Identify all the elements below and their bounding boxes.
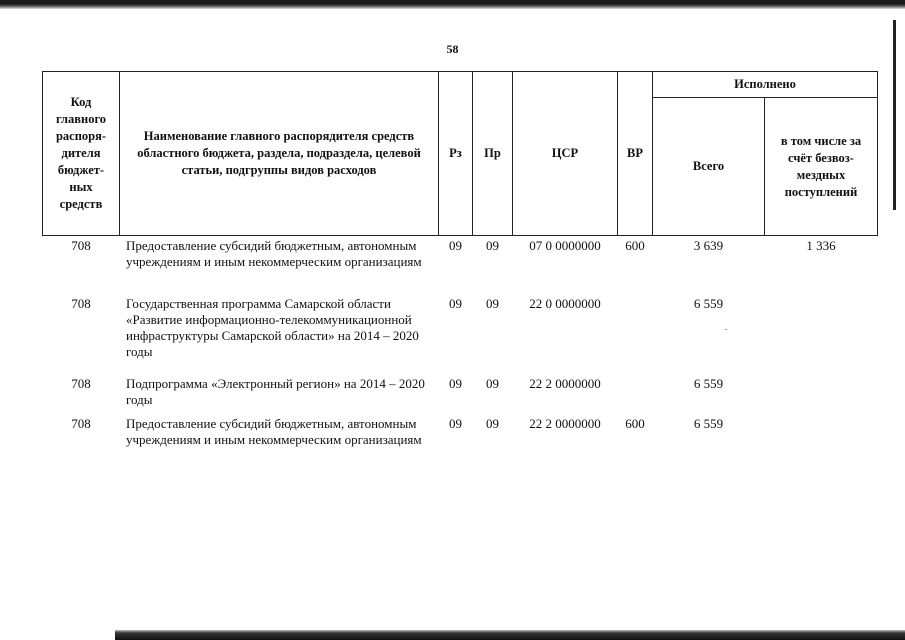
- header-total: [653, 98, 764, 235]
- row-name: Предоставление субсидий бюджетным, автономным учреждениям и иным некоммерческим организациям: [126, 238, 422, 269]
- row-code: 708: [71, 296, 91, 311]
- row-name: Подпрограмма «Электронный регион» на 2014 – 2020 годы: [126, 376, 425, 407]
- row-name: Государственная программа Самарской области «Развитие информационно-телекоммуникационной инфраструктуры Самарской области» на 2014 – 2020 годы: [126, 296, 419, 359]
- row-rz: 09: [449, 296, 462, 311]
- header-vr: [618, 72, 652, 235]
- row-rz: 09: [449, 376, 462, 391]
- row-code: 708: [71, 238, 91, 253]
- row-total: 6 559: [693, 296, 724, 311]
- header-bottom-line: [42, 235, 878, 236]
- row-name: Предоставление субсидий бюджетным, автономным учреждениям и иным некоммерческим организациям: [126, 416, 422, 447]
- scan-speck: [725, 329, 727, 330]
- scan-bottom-border: [115, 630, 905, 640]
- header-rz-text: Рз: [449, 146, 462, 160]
- row-csr: 22 2 0000000: [529, 376, 601, 391]
- header-code: [43, 72, 119, 235]
- row-csr: 22 2 0000000: [529, 416, 601, 431]
- row-rz: 09: [449, 416, 462, 431]
- row-pr: 09: [486, 416, 499, 431]
- header-name: [120, 72, 438, 235]
- header-code-text: Код главного распоря-дителя бюджет-ных средств: [55, 95, 107, 211]
- row-vr: 600: [625, 238, 645, 253]
- row-total: 3 639: [693, 238, 724, 253]
- col-line: [877, 71, 878, 236]
- header-name-text: Наименование главного распорядителя средств областного бюджета, раздела, подраздела, целевой статьи, подгруппы видов расходов: [137, 129, 421, 177]
- header-rz: [439, 72, 472, 235]
- row-pr: 09: [486, 376, 499, 391]
- header-gratuitous: [765, 98, 877, 235]
- row-csr: 07 0 0000000: [529, 238, 601, 253]
- row-total: 6 559: [693, 416, 724, 431]
- header-vr-text: ВР: [627, 146, 643, 160]
- page-number: 58: [446, 42, 459, 56]
- row-code: 708: [71, 376, 91, 391]
- header-gratuitous-text: в том числе за счёт безвоз-мездных поступлений: [780, 133, 862, 199]
- row-rz: 09: [449, 238, 462, 253]
- header-csr-text: ЦСР: [551, 146, 579, 160]
- header-executed-text: Исполнено: [734, 77, 796, 91]
- scan-top-border: [0, 0, 905, 9]
- row-vr: 600: [625, 416, 645, 431]
- header-executed: [653, 72, 877, 97]
- header-csr: [513, 72, 617, 235]
- row-pr: 09: [486, 296, 499, 311]
- header-pr-text: Пр: [484, 146, 501, 160]
- row-pr: 09: [486, 238, 499, 253]
- header-pr: [473, 72, 512, 235]
- row-code: 708: [71, 416, 91, 431]
- row-csr: 22 0 0000000: [529, 296, 601, 311]
- header-total-text: Всего: [692, 159, 725, 173]
- row-total: 6 559: [693, 376, 724, 391]
- row-gratuitous: 1 336: [806, 238, 836, 253]
